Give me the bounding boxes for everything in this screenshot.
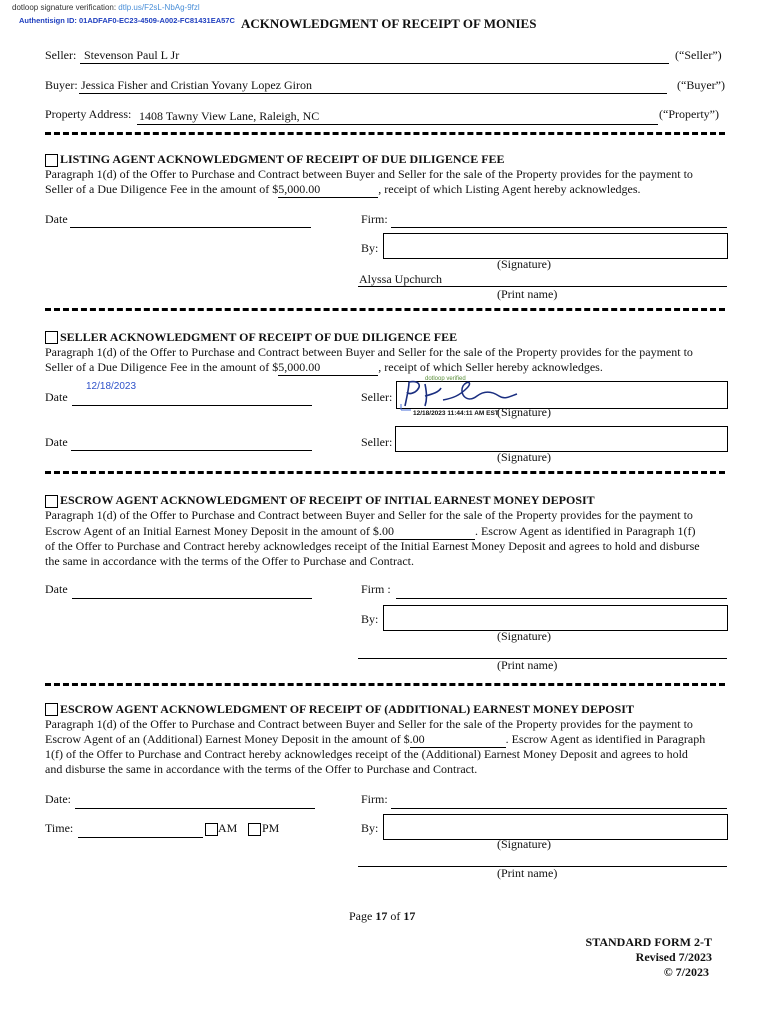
seller-value[interactable]: Stevenson Paul L Jr (84, 48, 180, 62)
escrow-initial-para-text-b: . Escrow Agent as identified in Paragraph 1(f) (474, 524, 696, 538)
seller-ack-signature1-caption: (Signature) (497, 405, 551, 419)
buyer-value[interactable]: Jessica Fisher and Cristian Yovany Lopez Giron (81, 78, 312, 92)
escrow-additional-para-line3: 1(f) of the Offer to Purchase and Contract hereby acknowledges receipt of the (Additional) Earnest Money Deposit and agrees to hold (45, 747, 688, 761)
listing-para-text-a: Seller of a Due Diligence Fee in the amount of $ (45, 182, 279, 196)
seller-ack-para-text-a: Seller of a Due Diligence Fee in the amount of $ (45, 360, 279, 374)
escrow-additional-date-label: Date: (45, 792, 71, 806)
escrow-initial-checkbox[interactable] (45, 495, 58, 508)
listing-signature-caption: (Signature) (497, 257, 551, 271)
page-total: 17 (403, 909, 416, 923)
escrow-additional-signature-box[interactable] (383, 814, 728, 840)
seller-ack-para-line2 (45, 360, 603, 376)
pm-checkbox[interactable] (248, 823, 261, 836)
seller-tag: (“Seller”) (675, 48, 722, 62)
buyer-tag: (“Buyer”) (677, 78, 725, 92)
seller-ack-seller2-label: Seller: (361, 435, 393, 449)
buyer-label: Buyer: (45, 78, 78, 92)
listing-print-name-value[interactable]: Alyssa Upchurch (359, 272, 442, 286)
escrow-initial-signature-caption: (Signature) (497, 629, 551, 643)
escrow-additional-time-label: Time: (45, 821, 74, 835)
page-of: of (390, 909, 401, 923)
escrow-initial-firm-label: Firm : (361, 582, 391, 596)
listing-para-line2 (45, 182, 641, 198)
am-checkbox[interactable] (205, 823, 218, 836)
form-name: STANDARD FORM 2-T (585, 935, 712, 949)
escrow-initial-amount[interactable]: .00 (379, 524, 475, 540)
escrow-initial-signature-box[interactable] (383, 605, 728, 631)
escrow-initial-para-line3: of the Offer to Purchase and Contract hereby acknowledges receipt of the Initial Earnest Money Deposit and agrees to hold and disburse (45, 539, 700, 553)
listing-para-text-b: , receipt of which Listing Agent hereby acknowledges. (378, 182, 641, 196)
seller-ack-date1-label: Date (45, 390, 68, 404)
listing-signature-box[interactable] (383, 233, 728, 259)
seller-ack-para-line1: Paragraph 1(d) of the Offer to Purchase and Contract between Buyer and Seller for the sale of the Property provides for the payment to (45, 345, 693, 359)
escrow-additional-signature-caption: (Signature) (497, 837, 551, 851)
seller-ack-date2-field[interactable] (71, 450, 312, 451)
seller-ack-amount[interactable]: 5,000.00 (278, 360, 378, 376)
seller-ack-checkbox[interactable] (45, 331, 58, 344)
verification-label (12, 3, 200, 12)
page-current: 17 (375, 909, 388, 923)
escrow-initial-print-name-caption: (Print name) (497, 658, 558, 672)
seller-ack-para-text-b: , receipt of which Seller hereby acknowledges. (378, 360, 603, 374)
section-divider (45, 308, 725, 311)
listing-amount[interactable]: 5,000.00 (278, 182, 378, 198)
escrow-additional-checkbox[interactable] (45, 703, 58, 716)
property-tag: (“Property”) (659, 107, 719, 121)
escrow-additional-para-line4: and disburse the same in accordance with the terms of the Offer to Purchase and Contract. (45, 762, 478, 776)
escrow-additional-firm-field[interactable] (391, 808, 727, 809)
pm-label: PM (262, 821, 280, 835)
escrow-initial-heading: ESCROW AGENT ACKNOWLEDGMENT OF RECEIPT OF INITIAL EARNEST MONEY DEPOSIT (60, 493, 595, 507)
escrow-additional-heading: ESCROW AGENT ACKNOWLEDGMENT OF RECEIPT OF (ADDITIONAL) EARNEST MONEY DEPOSIT (60, 702, 634, 716)
escrow-initial-date-field[interactable] (72, 598, 312, 599)
listing-date-field[interactable] (70, 227, 311, 228)
escrow-additional-para-line1: Paragraph 1(d) of the Offer to Purchase and Contract between Buyer and Seller for the sale of the Property provides for the payment to (45, 717, 693, 731)
listing-print-name-caption: (Print name) (497, 287, 558, 301)
seller-ack-signature2-caption: (Signature) (497, 450, 551, 464)
seller-line (80, 63, 669, 64)
escrow-additional-by-label: By: (361, 821, 379, 835)
escrow-additional-para-line2 (45, 732, 705, 748)
listing-date-label: Date (45, 212, 68, 226)
escrow-additional-para-text-b: . Escrow Agent as identified in Paragraph (505, 732, 706, 746)
escrow-initial-para-text-a: Escrow Agent of an Initial Earnest Money Deposit in the amount of $ (45, 524, 379, 538)
escrow-initial-para-line4: the same in accordance with the terms of the Offer to Purchase and Contract. (45, 554, 414, 568)
seller-ack-signature2-box[interactable] (395, 426, 728, 452)
verification-link[interactable]: dtlp.us/F2sL-NbAg-9fzl (118, 3, 200, 12)
section-divider (45, 471, 725, 474)
property-label: Property Address: (45, 107, 132, 121)
listing-heading: LISTING AGENT ACKNOWLEDGMENT OF RECEIPT OF DUE DILIGENCE FEE (60, 152, 505, 166)
seller-label: Seller: (45, 48, 77, 62)
buyer-line (79, 93, 667, 94)
form-revised: Revised 7/2023 (635, 950, 712, 964)
section-divider (45, 683, 725, 686)
seller-ack-heading: SELLER ACKNOWLEDGMENT OF RECEIPT OF DUE DILIGENCE FEE (60, 330, 458, 344)
signature-tag: dotloop verified (425, 376, 466, 382)
form-copyright: © 7/2023 (663, 965, 709, 979)
escrow-additional-print-name-caption: (Print name) (497, 866, 558, 880)
listing-checkbox[interactable] (45, 154, 58, 167)
listing-para-line1: Paragraph 1(d) of the Offer to Purchase and Contract between Buyer and Seller for the sale of the Property provides for the payment to (45, 167, 693, 181)
seller-ack-seller1-label: Seller: (361, 390, 393, 404)
property-value[interactable]: 1408 Tawny View Lane, Raleigh, NC (139, 109, 320, 123)
listing-firm-label: Firm: (361, 212, 388, 226)
escrow-additional-firm-label: Firm: (361, 792, 388, 806)
escrow-additional-amount[interactable]: .00 (410, 732, 506, 748)
verification-label-text: dotloop signature verification: (12, 3, 117, 12)
escrow-initial-date-label: Date (45, 582, 68, 596)
page-title: ACKNOWLEDGMENT OF RECEIPT OF MONIES (241, 16, 537, 31)
page-number (349, 909, 415, 924)
listing-by-label: By: (361, 241, 379, 255)
section-divider (45, 132, 725, 135)
escrow-initial-by-label: By: (361, 612, 379, 626)
escrow-additional-date-field[interactable] (75, 808, 315, 809)
seller-ack-date2-label: Date (45, 435, 68, 449)
listing-firm-field[interactable] (391, 227, 727, 228)
escrow-initial-para-line2 (45, 524, 696, 540)
authentisign-id: Authentisign ID: 01ADFAF0-EC23-4509-A002-FC81431EA57C (19, 16, 235, 25)
property-line (137, 124, 658, 125)
escrow-initial-firm-field[interactable] (396, 598, 727, 599)
escrow-initial-para-line1: Paragraph 1(d) of the Offer to Purchase and Contract between Buyer and Seller for the sale of the Property provides for the payment to (45, 508, 693, 522)
seller-ack-date1-value[interactable]: 12/18/2023 (86, 381, 137, 392)
am-label: AM (218, 821, 238, 835)
escrow-additional-time-field[interactable] (78, 837, 203, 838)
page-prefix: Page (349, 909, 373, 923)
signature-timestamp: 12/18/2023 11:44:11 AM EST (413, 410, 499, 417)
escrow-additional-para-text-a: Escrow Agent of an (Additional) Earnest Money Deposit in the amount of $ (45, 732, 410, 746)
seller-ack-date1-field[interactable] (72, 405, 312, 406)
